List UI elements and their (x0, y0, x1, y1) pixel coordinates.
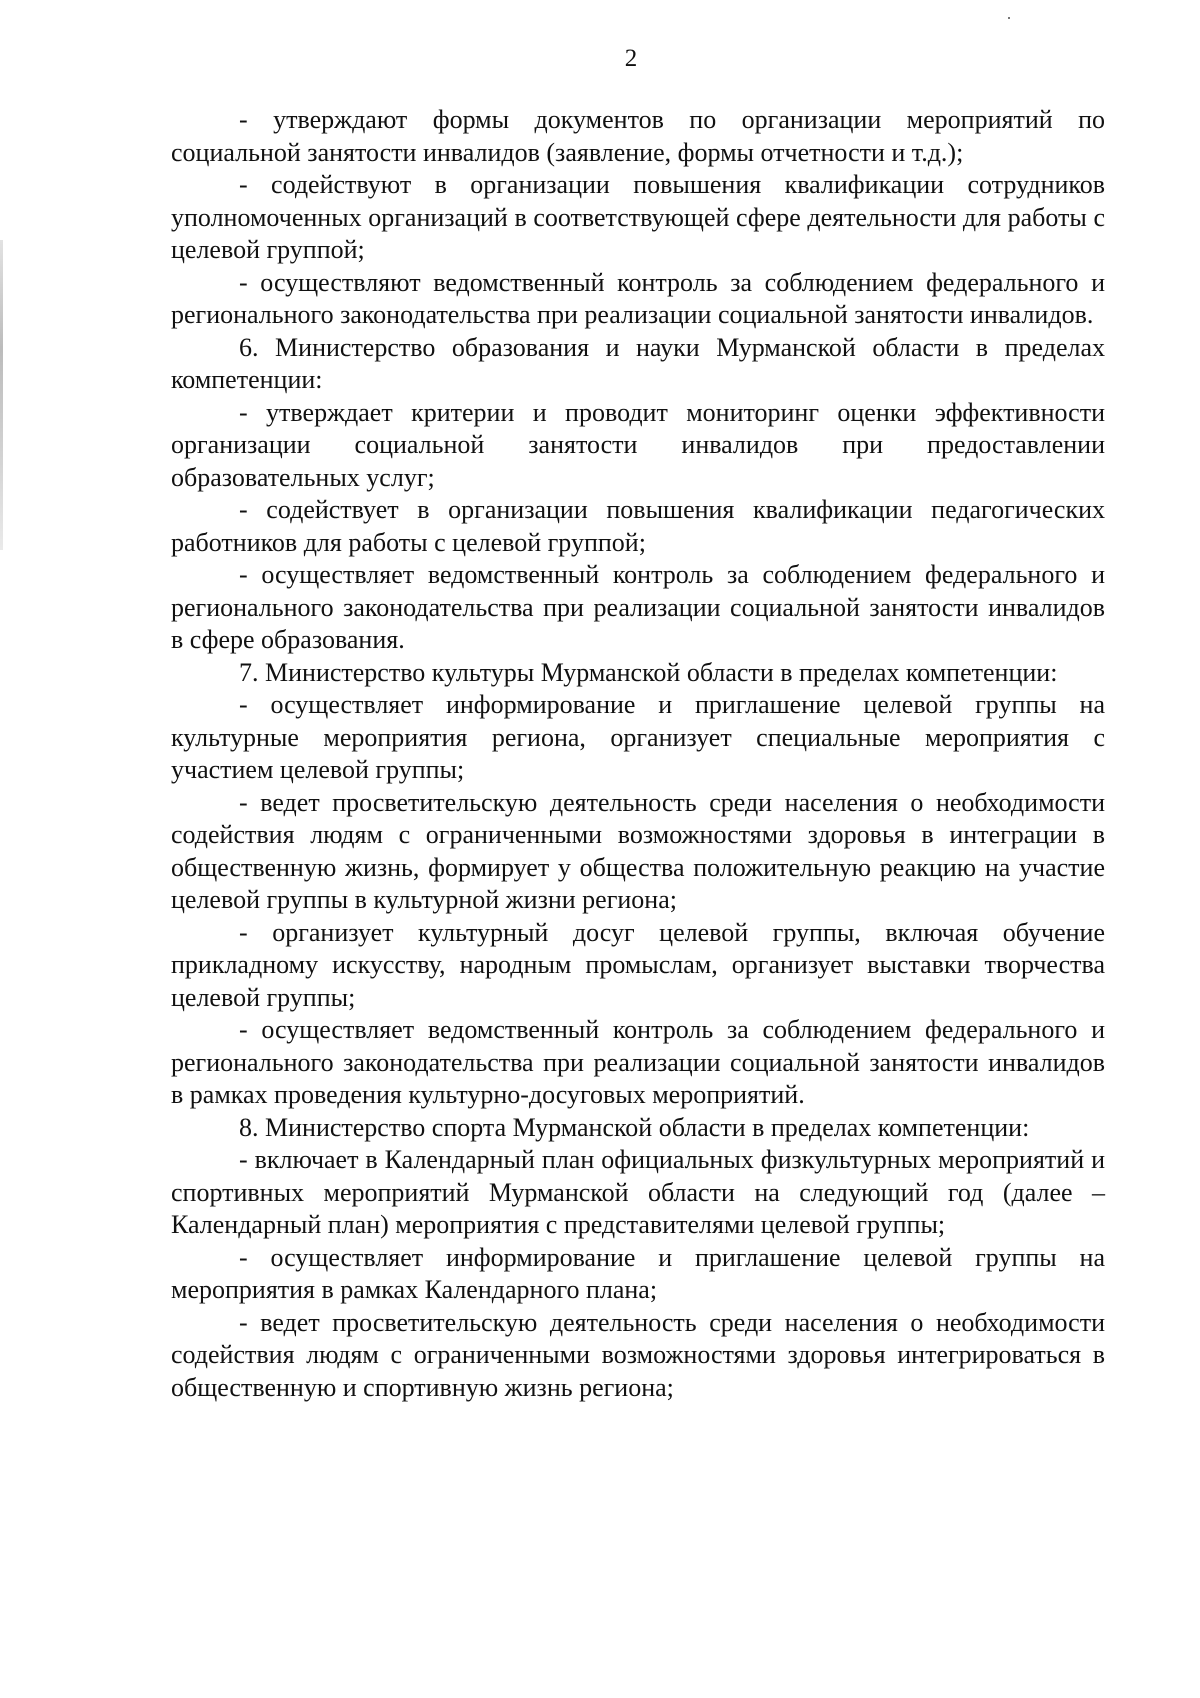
paragraph: - осуществляет информирование и приглашение целевой группы на культурные мероприятия региона, организует специальные мероприятия с участием целевой группы; (171, 690, 1105, 784)
paragraph: - содействует в организации повышения квалификации педагогических работников для работы с целевой группой; (171, 495, 1105, 557)
paragraph: - осуществляют ведомственный контроль за соблюдением федерального и регионального законодательства при реализации социальной занятости инвалидов. (171, 267, 1105, 329)
section-heading-8: 8. Министерство спорта Мурманской области в пределах компетенции: (239, 1112, 1030, 1142)
page-number: 2 (624, 45, 638, 72)
paragraph: - включает в Календарный план официальных физкультурных мероприятий и спортивных мероприятий Мурманской области на следующий год (далее – Календарный план) мероприятия с представителями целевой группы; (171, 1145, 1105, 1239)
paragraph: - ведет просветительскую деятельность среди населения о необходимости содействия людям с ограниченными возможностями здоровья интегрироваться в общественную и спортивную жизнь региона; (171, 1307, 1105, 1402)
scan-dot-artifact (1008, 17, 1010, 19)
document-body (171, 104, 1105, 1404)
paragraph: - осуществляет информирование и приглашение целевой группы на мероприятия в рамках Календарного плана; (171, 1242, 1105, 1304)
section-heading-6: 6. Министерство образования и науки Мурманской области в пределах компетенции: (171, 332, 1105, 394)
paragraph: - организует культурный досуг целевой группы, включая обучение прикладному искусству, народным промыслам, организует выставки творчества целевой группы; (171, 917, 1105, 1012)
paragraph: - осуществляет ведомственный контроль за соблюдением федерального и регионального законодательства при реализации социальной занятости инвалидов в сфере образования. (171, 560, 1105, 654)
paragraph: - ведет просветительскую деятельность среди населения о необходимости содействия людям с ограниченными возможностями здоровья в интеграции в общественную жизнь, формирует у общества положительную реакцию на участие целевой группы в культурной жизни региона; (171, 787, 1105, 914)
scan-edge-artifact (0, 240, 3, 550)
paragraph: - осуществляет ведомственный контроль за соблюдением федерального и регионального законодательства при реализации социальной занятости инвалидов в рамках проведения культурно-досуговых мероприятий. (171, 1015, 1105, 1109)
paragraph: - содействуют в организации повышения квалификации сотрудников уполномоченных организаций в соответствующей сфере деятельности для работы с целевой группой; (171, 170, 1105, 264)
paragraph: - утверждает критерии и проводит мониторинг оценки эффективности организации социальной занятости инвалидов при предоставлении образовательных услуг; (171, 397, 1105, 492)
paragraph: - утверждают формы документов по организации мероприятий по социальной занятости инвалидов (заявление, формы отчетности и т.д.); (171, 105, 1105, 167)
section-heading-7: 7. Министерство культуры Мурманской области в пределах компетенции: (239, 657, 1058, 687)
